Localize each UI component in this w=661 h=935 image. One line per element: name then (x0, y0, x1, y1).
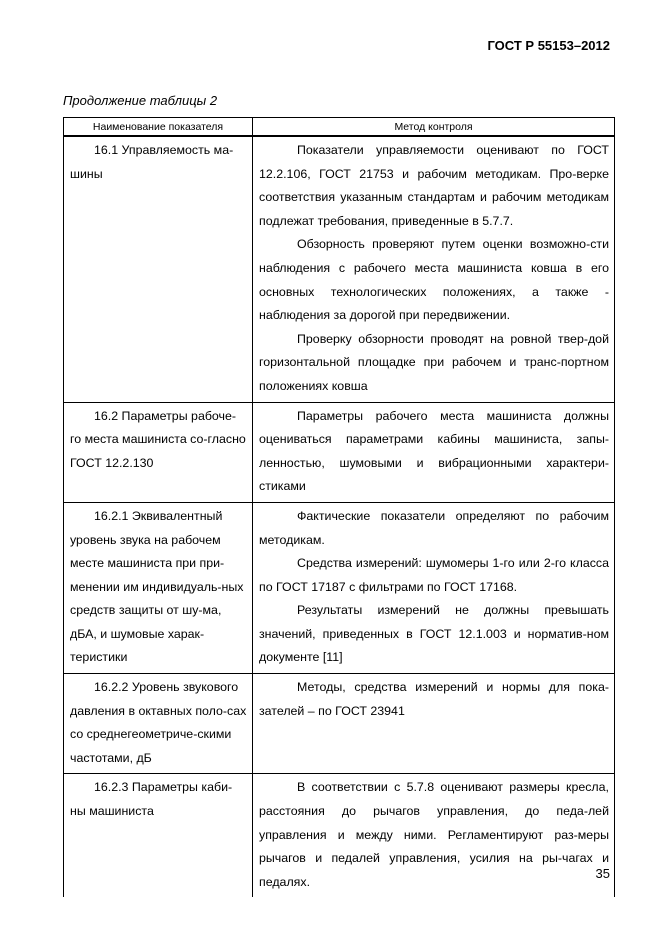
indicators-table (63, 117, 615, 897)
indicator-name-cell (64, 774, 253, 897)
column-header-method: Метод контроля (253, 118, 615, 137)
method-paragraph: Показатели управляемости оценивают по ГОСТ 12.2.106, ГОСТ 21753 и рабочим методикам. Про-верке соответствия указанным стандартам и рабочим методикам подлежат требования, приведенные в 5.7.7. (259, 143, 609, 228)
method-paragraph: Фактические показатели определяют по рабочим методикам. (259, 508, 609, 547)
table-caption: Продолжение таблицы 2 (63, 93, 218, 108)
control-method-cell (253, 774, 615, 897)
indicator-name: 16.2.3 Параметры каби-ны машиниста (70, 780, 233, 819)
table-row (64, 136, 615, 402)
table-header-row (64, 118, 615, 137)
method-paragraph: Обзорность проверяют путем оценки возможно-сти наблюдения с рабочего места машиниста ковша в его основных технологических положениях, а также - наблюдения за дорогой при передвижении. (259, 237, 609, 323)
indicator-name-cell (64, 402, 253, 502)
indicator-name: 16.2.1 Эквивалентный уровень звука на рабочем месте машиниста при при-менении им индивидуаль-ных средств защиты от шу-ма, дБА, и шумовые харак-теристики (70, 508, 244, 665)
table-row (64, 502, 615, 673)
method-paragraph: Результаты измерений не должны превышать значений, приведенных в ГОСТ 12.1.003 и норматив-ном документе [11] (259, 603, 609, 665)
method-paragraph: В соответствии с 5.7.8 оценивают размеры кресла, расстояния до рычагов управления, до педа-лей управления и между ними. Регламентируют раз-меры рычагов и педалей управления, усилия на ры-чагах и педалях. (259, 780, 609, 889)
method-paragraph: Параметры рабочего места машиниста должны оцениваться параметрами кабины машиниста, запы-ленностью, шумовыми и вибрационными характери-стиками (259, 408, 609, 494)
control-method-cell (253, 674, 615, 774)
method-paragraph: Средства измерений: шумомеры 1-го или 2-го класса по ГОСТ 17187 с фильтрами по ГОСТ 17168. (259, 556, 609, 594)
method-paragraph: Проверку обзорности проводят на ровной твер-дой горизонтальной площадке при рабочем и транс-портном положениях ковша (259, 331, 609, 393)
control-method-cell (253, 502, 615, 673)
indicator-name-cell (64, 674, 253, 774)
control-method-cell (253, 402, 615, 502)
table-row (64, 674, 615, 774)
control-method-cell (253, 136, 615, 402)
document-code: ГОСТ Р 55153–2012 (487, 38, 610, 53)
indicator-name-cell (64, 136, 253, 402)
column-header-name: Наименование показателя (64, 118, 253, 137)
indicator-name: 16.2 Параметры рабоче-го места машиниста со-гласно ГОСТ 12.2.130 (70, 408, 246, 470)
indicator-name-cell (64, 502, 253, 673)
indicator-name: 16.1 Управляемость ма-шины (70, 143, 234, 181)
page-number: 35 (595, 866, 610, 881)
table-row (64, 402, 615, 502)
table-row (64, 774, 615, 897)
method-paragraph: Методы, средства измерений и нормы для пока-зателей – по ГОСТ 23941 (259, 680, 609, 718)
indicator-name: 16.2.2 Уровень звукового давления в октавных поло-сах со среднегеометриче-скими частотами, дБ (70, 680, 247, 765)
